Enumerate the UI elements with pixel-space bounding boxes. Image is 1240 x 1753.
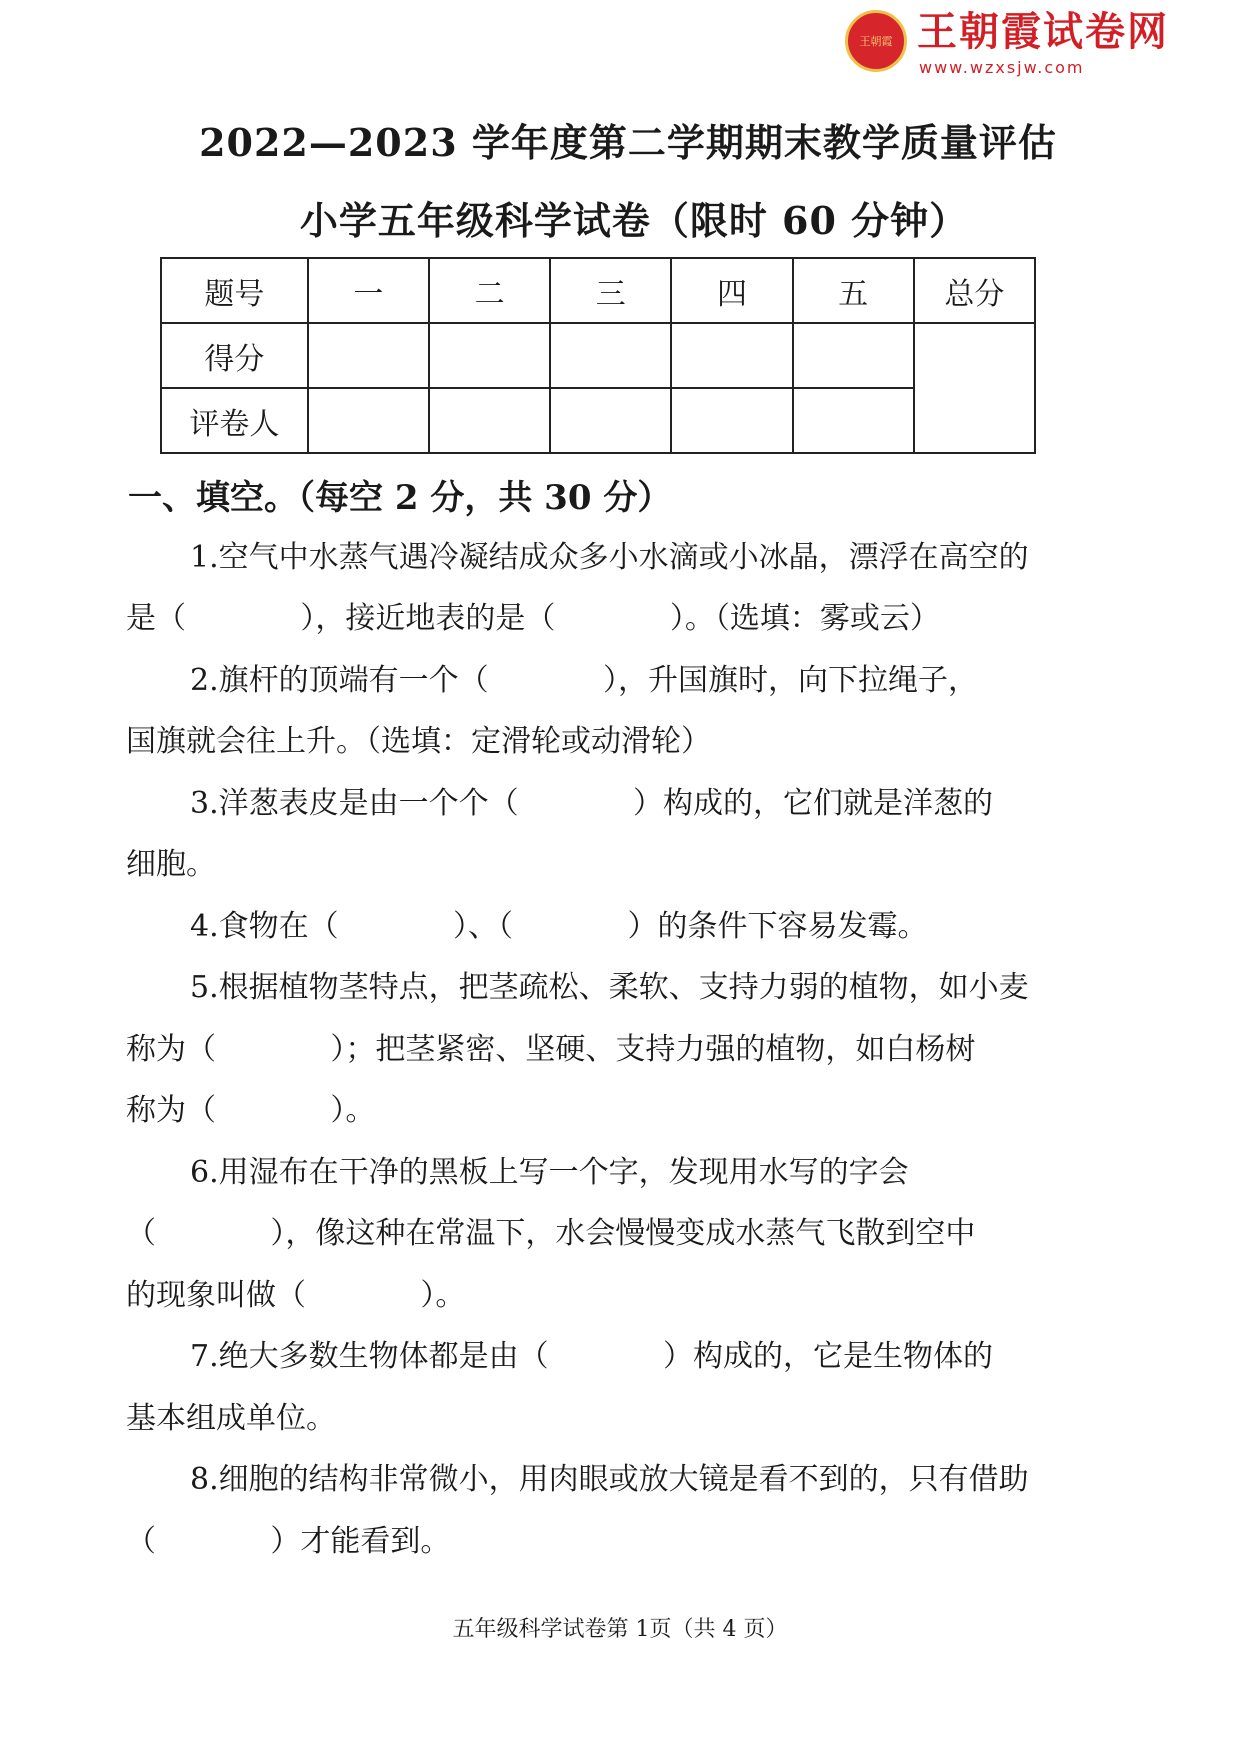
score-table-header-cell: 总分: [914, 258, 1035, 323]
logo-url: www.wzxsjw.com: [919, 58, 1085, 77]
grader-cell: [550, 388, 671, 453]
score-table-header-row: [161, 258, 1035, 323]
question-line: 6.用湿布在干净的黑板上写一个字，发现用水写的字会: [190, 1155, 909, 1190]
question-line: 称为（ ）。: [126, 1093, 376, 1128]
question-line: 的现象叫做（ ）。: [126, 1278, 466, 1313]
score-table-row: [161, 323, 1035, 388]
score-cell: [550, 323, 671, 388]
score-cell: [793, 323, 914, 388]
grader-cell: [429, 388, 550, 453]
exam-subtitle: 小学五年级科学试卷（限时 60 分钟）: [299, 198, 969, 243]
question-line: 称为（ ）；把茎紧密、坚硬、支持力强的植物，如白杨树: [126, 1032, 976, 1067]
question-line: 3.洋葱表皮是由一个个（ ）构成的，它们就是洋葱的: [190, 786, 994, 821]
section-heading: 一、填空。（每空 2 分，共 30 分）: [128, 478, 672, 518]
score-table-header-cell: 题号: [161, 258, 308, 323]
question-line: 是（ ），接近地表的是（ ）。（选填：雾或云）: [126, 601, 940, 636]
grader-cell: [308, 388, 429, 453]
score-table-header-cell: 三: [550, 258, 671, 323]
site-logo: [845, 8, 1170, 78]
total-score-cell: [914, 323, 1035, 453]
score-table-row: [161, 388, 1035, 453]
logo-name: 王朝霞试卷网: [917, 9, 1169, 55]
score-cell: [671, 323, 792, 388]
score-cell: [429, 323, 550, 388]
question-line: 5.根据植物茎特点，把茎疏松、柔软、支持力弱的植物，如小麦: [190, 970, 1029, 1005]
question-line: 7.绝大多数生物体都是由（ ）构成的，它是生物体的: [190, 1339, 994, 1374]
grader-row-label: 评卷人: [161, 388, 308, 453]
score-table-header-cell: 二: [429, 258, 550, 323]
logo-seal-icon: 王朝霞: [845, 10, 907, 72]
page-footer: 五年级科学试卷第 1页（共 4 页）: [452, 1617, 788, 1642]
exam-title: 2022—2023 学年度第二学期期末教学质量评估: [199, 120, 1057, 165]
score-table: [160, 257, 1036, 454]
question-line: 基本组成单位。: [126, 1401, 336, 1436]
score-table-header-cell: 四: [671, 258, 792, 323]
question-line: 国旗就会往上升。（选填：定滑轮或动滑轮）: [126, 724, 711, 759]
question-line: （ ）才能看到。: [126, 1524, 451, 1559]
score-cell: [308, 323, 429, 388]
question-line: 8.细胞的结构非常微小，用肉眼或放大镜是看不到的，只有借助: [190, 1462, 1029, 1497]
question-line: 细胞。: [126, 847, 216, 882]
question-line: 1.空气中水蒸气遇冷凝结成众多小水滴或小冰晶，漂浮在高空的: [190, 540, 1029, 575]
grader-cell: [793, 388, 914, 453]
question-line: 4.食物在（ ）、（ ）的条件下容易发霉。: [190, 909, 928, 944]
score-table-header-cell: 五: [793, 258, 914, 323]
score-row-label: 得分: [161, 323, 308, 388]
score-table-header-cell: 一: [308, 258, 429, 323]
grader-cell: [671, 388, 792, 453]
question-line: 2.旗杆的顶端有一个（ ），升国旗时，向下拉绳子，: [190, 663, 979, 698]
question-line: （ ），像这种在常温下，水会慢慢变成水蒸气飞散到空中: [126, 1216, 976, 1251]
